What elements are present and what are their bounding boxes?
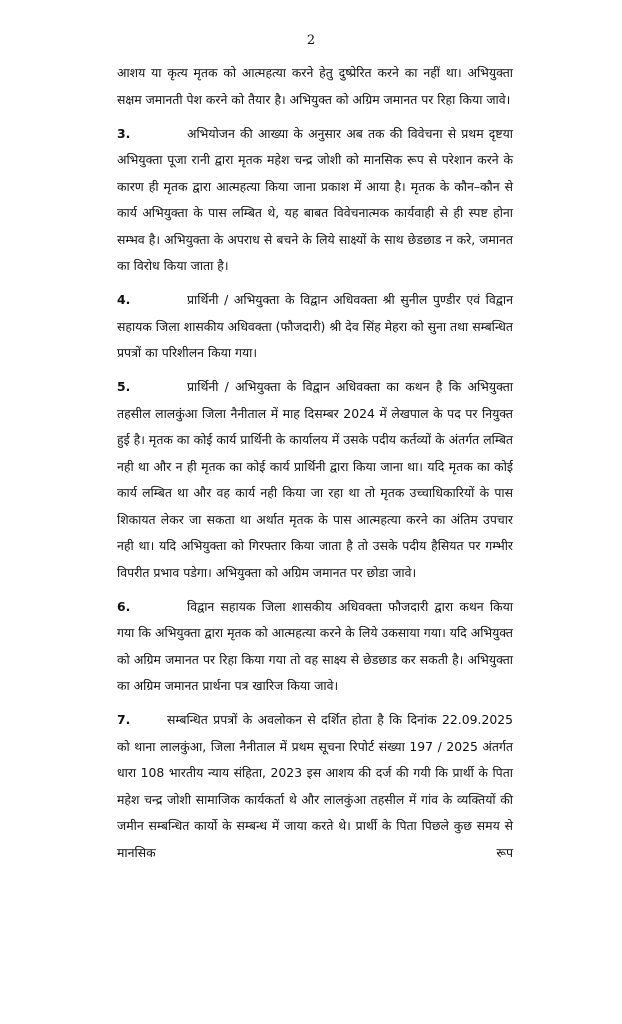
paragraph-number: 4. bbox=[117, 292, 131, 307]
paragraph-text: सम्बन्धित प्रपत्रों के अवलोकन से दर्शित होता है कि दिनांक 22.09.2025 को थाना लालकुंआ, जिला नैनीताल में प्रथम सूचना रिपोर्ट संख्या 197 / 2025 अंतर्गत धारा 108 भारतीय न्याय संहिता, 2023 इस आशय की दर्ज की गयी कि प्रार्थी के पिता महेश चन्द्र जोशी सामाजिक कार्यकर्ता थे और लालकुंआ तहसील में गांव के व्यक्तियों की जमीन सम्बन्धित कार्यो के सम्बन्ध में जाया करते थे। प्रार्थी के पिता पिछले कुछ समय से मानसिक रूप bbox=[117, 712, 513, 860]
paragraph-6 bbox=[117, 594, 513, 700]
paragraph-continued bbox=[117, 60, 513, 113]
paragraph-text: अभियोजन की आख्या के अनुसार अब तक की विवेचना से प्रथम दृष्टया अभियुक्ता पूजा रानी द्वारा मृतक महेश चन्द्र जोशी को मानसिक रूप से परेशान करने के कारण ही मृतक द्वारा आत्महत्या किया जाना प्रकाश में आया है। मृतक के कौन–कौन से कार्य अभियुक्ता के पास लम्बित थे, यह बाबत विवेचनात्मक कार्यवाही से ही स्पष्ट होना सम्भव है। अभियुक्ता के अपराध से बचने के लिये साक्ष्यों के साथ छेडछाड न करे, जमानत का विरोध किया जाता है। bbox=[117, 125, 513, 273]
paragraph-number: 6. bbox=[117, 598, 131, 614]
paragraph-number: 7. bbox=[117, 712, 131, 727]
paragraph-text: आशय या कृत्य मृतक को आत्महत्या करने हेतु दुष्प्रेरित करने का नहीं था। अभियुक्ता सक्षम जमानती पेश करने को तैयार है। अभियुक्त को अग्रिम जमानत पर रिहा किया जावे। bbox=[117, 65, 513, 107]
paragraph-3 bbox=[117, 121, 513, 280]
document-body bbox=[117, 60, 513, 874]
page-number: 2 bbox=[306, 33, 316, 48]
paragraph-text: प्रार्थिनी / अभियुक्ता के विद्वान अधिवक्ता का कथन है कि अभियुक्ता तहसील लालकुंआ जिला नैनीताल में माह दिसम्बर 2024 में लेखपाल के पद पर नियुक्त हुई है। मृतक का कोई कार्य प्रार्थिनी के कार्यालय में उसके पदीय कर्तव्यों के अंतर्गत लम्बित नही था और न ही मृतक का कोई कार्य प्रार्थिनी द्वारा किया जाना था। यदि मृतक का कोई कार्य लम्बित था और वह कार्य नही किया जा रहा था तो मृतक उच्चाधिकारियों के पास शिकायत लेकर जा सकता था अर्थात मृतक के पास आत्महत्या करने का अंतिम उपचार नही था। यदि अभियुक्ता को गिरफ्तार किया जाता है तो उसके पदीय हैसियत पर गम्भीर विपरीत प्रभाव पडेगा। अभियुक्ता को अग्रिम जमानत पर छोडा जावे। bbox=[117, 379, 513, 580]
paragraph-number: 3. bbox=[117, 125, 131, 141]
paragraph-text: प्रार्थिनी / अभियुक्ता के विद्वान अधिवक्ता श्री सुनील पुण्डीर एवं विद्वान सहायक जिला शासकीय अधिवक्ता (फौजदारी) श्री देव सिंह मेहरा को सुना तथा सम्बन्धित प्रपत्रों का परिशीलन किया गया। bbox=[117, 292, 513, 360]
paragraph-text: विद्वान सहायक जिला शासकीय अधिवक्ता फौजदारी द्वारा कथन किया गया कि अभियुक्ता द्वारा मृतक को आत्महत्या करने के लिये उकसाया गया। यदि अभियुक्त को अग्रिम जमानत पर रिहा किया गया तो वह साक्ष्य से छेडछाड कर सकती है। अभियुक्ता का अग्रिम जमानत प्रार्थना पत्र खारिज किया जावे। bbox=[117, 598, 513, 693]
paragraph-4 bbox=[117, 287, 513, 367]
paragraph-7 bbox=[117, 707, 513, 866]
paragraph-5 bbox=[117, 374, 513, 586]
paragraph-number: 5. bbox=[117, 379, 131, 394]
